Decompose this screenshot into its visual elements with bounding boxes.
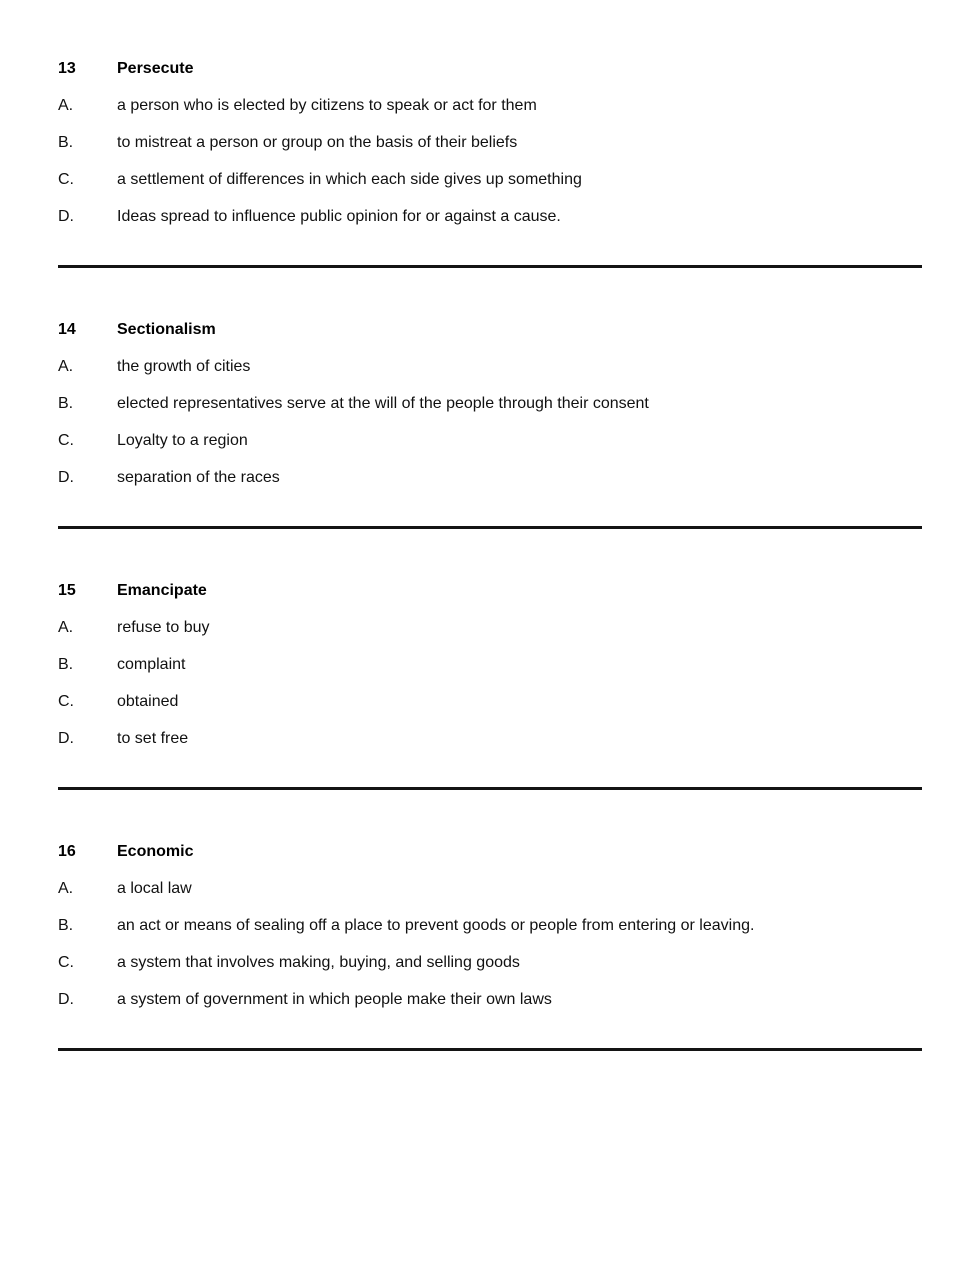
section-divider	[58, 787, 922, 790]
option-letter: A.	[58, 619, 74, 636]
option-letter: C.	[58, 693, 74, 710]
question-number: 14	[58, 321, 76, 338]
question-number: 15	[58, 582, 76, 599]
question-number: 13	[58, 60, 76, 77]
option-text: a system that involves making, buying, and selling goods	[117, 954, 520, 971]
question-number: 16	[58, 843, 76, 860]
option-row	[58, 609, 922, 646]
option-letter: B.	[58, 917, 74, 934]
option-row	[58, 981, 922, 1018]
question-term: Sectionalism	[117, 321, 216, 338]
option-text: a local law	[117, 880, 192, 897]
option-row	[58, 870, 922, 907]
option-letter: B.	[58, 656, 74, 673]
question-heading	[58, 311, 922, 348]
option-text: refuse to buy	[117, 619, 210, 636]
option-letter: B.	[58, 134, 74, 151]
option-text: a settlement of differences in which each side gives up something	[117, 171, 582, 188]
option-letter: C.	[58, 171, 74, 188]
question-term: Persecute	[117, 60, 194, 77]
question-term: Emancipate	[117, 582, 207, 599]
option-row	[58, 422, 922, 459]
question-term: Economic	[117, 843, 194, 860]
option-text: Loyalty to a region	[117, 432, 248, 449]
section-divider	[58, 265, 922, 268]
option-text: elected representatives serve at the will of the people through their consent	[117, 395, 649, 412]
question-heading	[58, 833, 922, 870]
option-row	[58, 198, 922, 235]
section-divider	[58, 526, 922, 529]
option-letter: D.	[58, 991, 74, 1008]
option-text: to mistreat a person or group on the basis of their beliefs	[117, 134, 518, 151]
option-row	[58, 459, 922, 496]
option-row	[58, 87, 922, 124]
option-text: the growth of cities	[117, 358, 251, 375]
section-divider	[58, 1048, 922, 1051]
option-letter: A.	[58, 880, 74, 897]
question-heading	[58, 572, 922, 609]
question-block	[58, 833, 922, 1051]
option-row	[58, 720, 922, 757]
option-text: to set free	[117, 730, 189, 747]
option-text: a system of government in which people make their own laws	[117, 991, 552, 1008]
option-row	[58, 646, 922, 683]
option-text: Ideas spread to influence public opinion for or against a cause.	[117, 208, 561, 225]
option-text: separation of the races	[117, 469, 280, 486]
question-heading	[58, 50, 922, 87]
option-row	[58, 124, 922, 161]
option-text: complaint	[117, 656, 186, 673]
question-block	[58, 311, 922, 529]
question-block	[58, 50, 922, 268]
option-text: obtained	[117, 693, 179, 710]
question-block	[58, 572, 922, 790]
option-row	[58, 683, 922, 720]
option-letter: D.	[58, 730, 74, 747]
option-letter: A.	[58, 97, 74, 114]
option-text: a person who is elected by citizens to speak or act for them	[117, 97, 537, 114]
option-letter: A.	[58, 358, 74, 375]
option-letter: D.	[58, 208, 74, 225]
option-letter: C.	[58, 432, 74, 449]
option-letter: B.	[58, 395, 74, 412]
option-letter: D.	[58, 469, 74, 486]
option-row	[58, 385, 922, 422]
option-row	[58, 348, 922, 385]
option-text: an act or means of sealing off a place to prevent goods or people from entering or leaving.	[117, 917, 755, 934]
option-row	[58, 944, 922, 981]
option-letter: C.	[58, 954, 74, 971]
option-row	[58, 161, 922, 198]
option-row	[58, 907, 922, 944]
